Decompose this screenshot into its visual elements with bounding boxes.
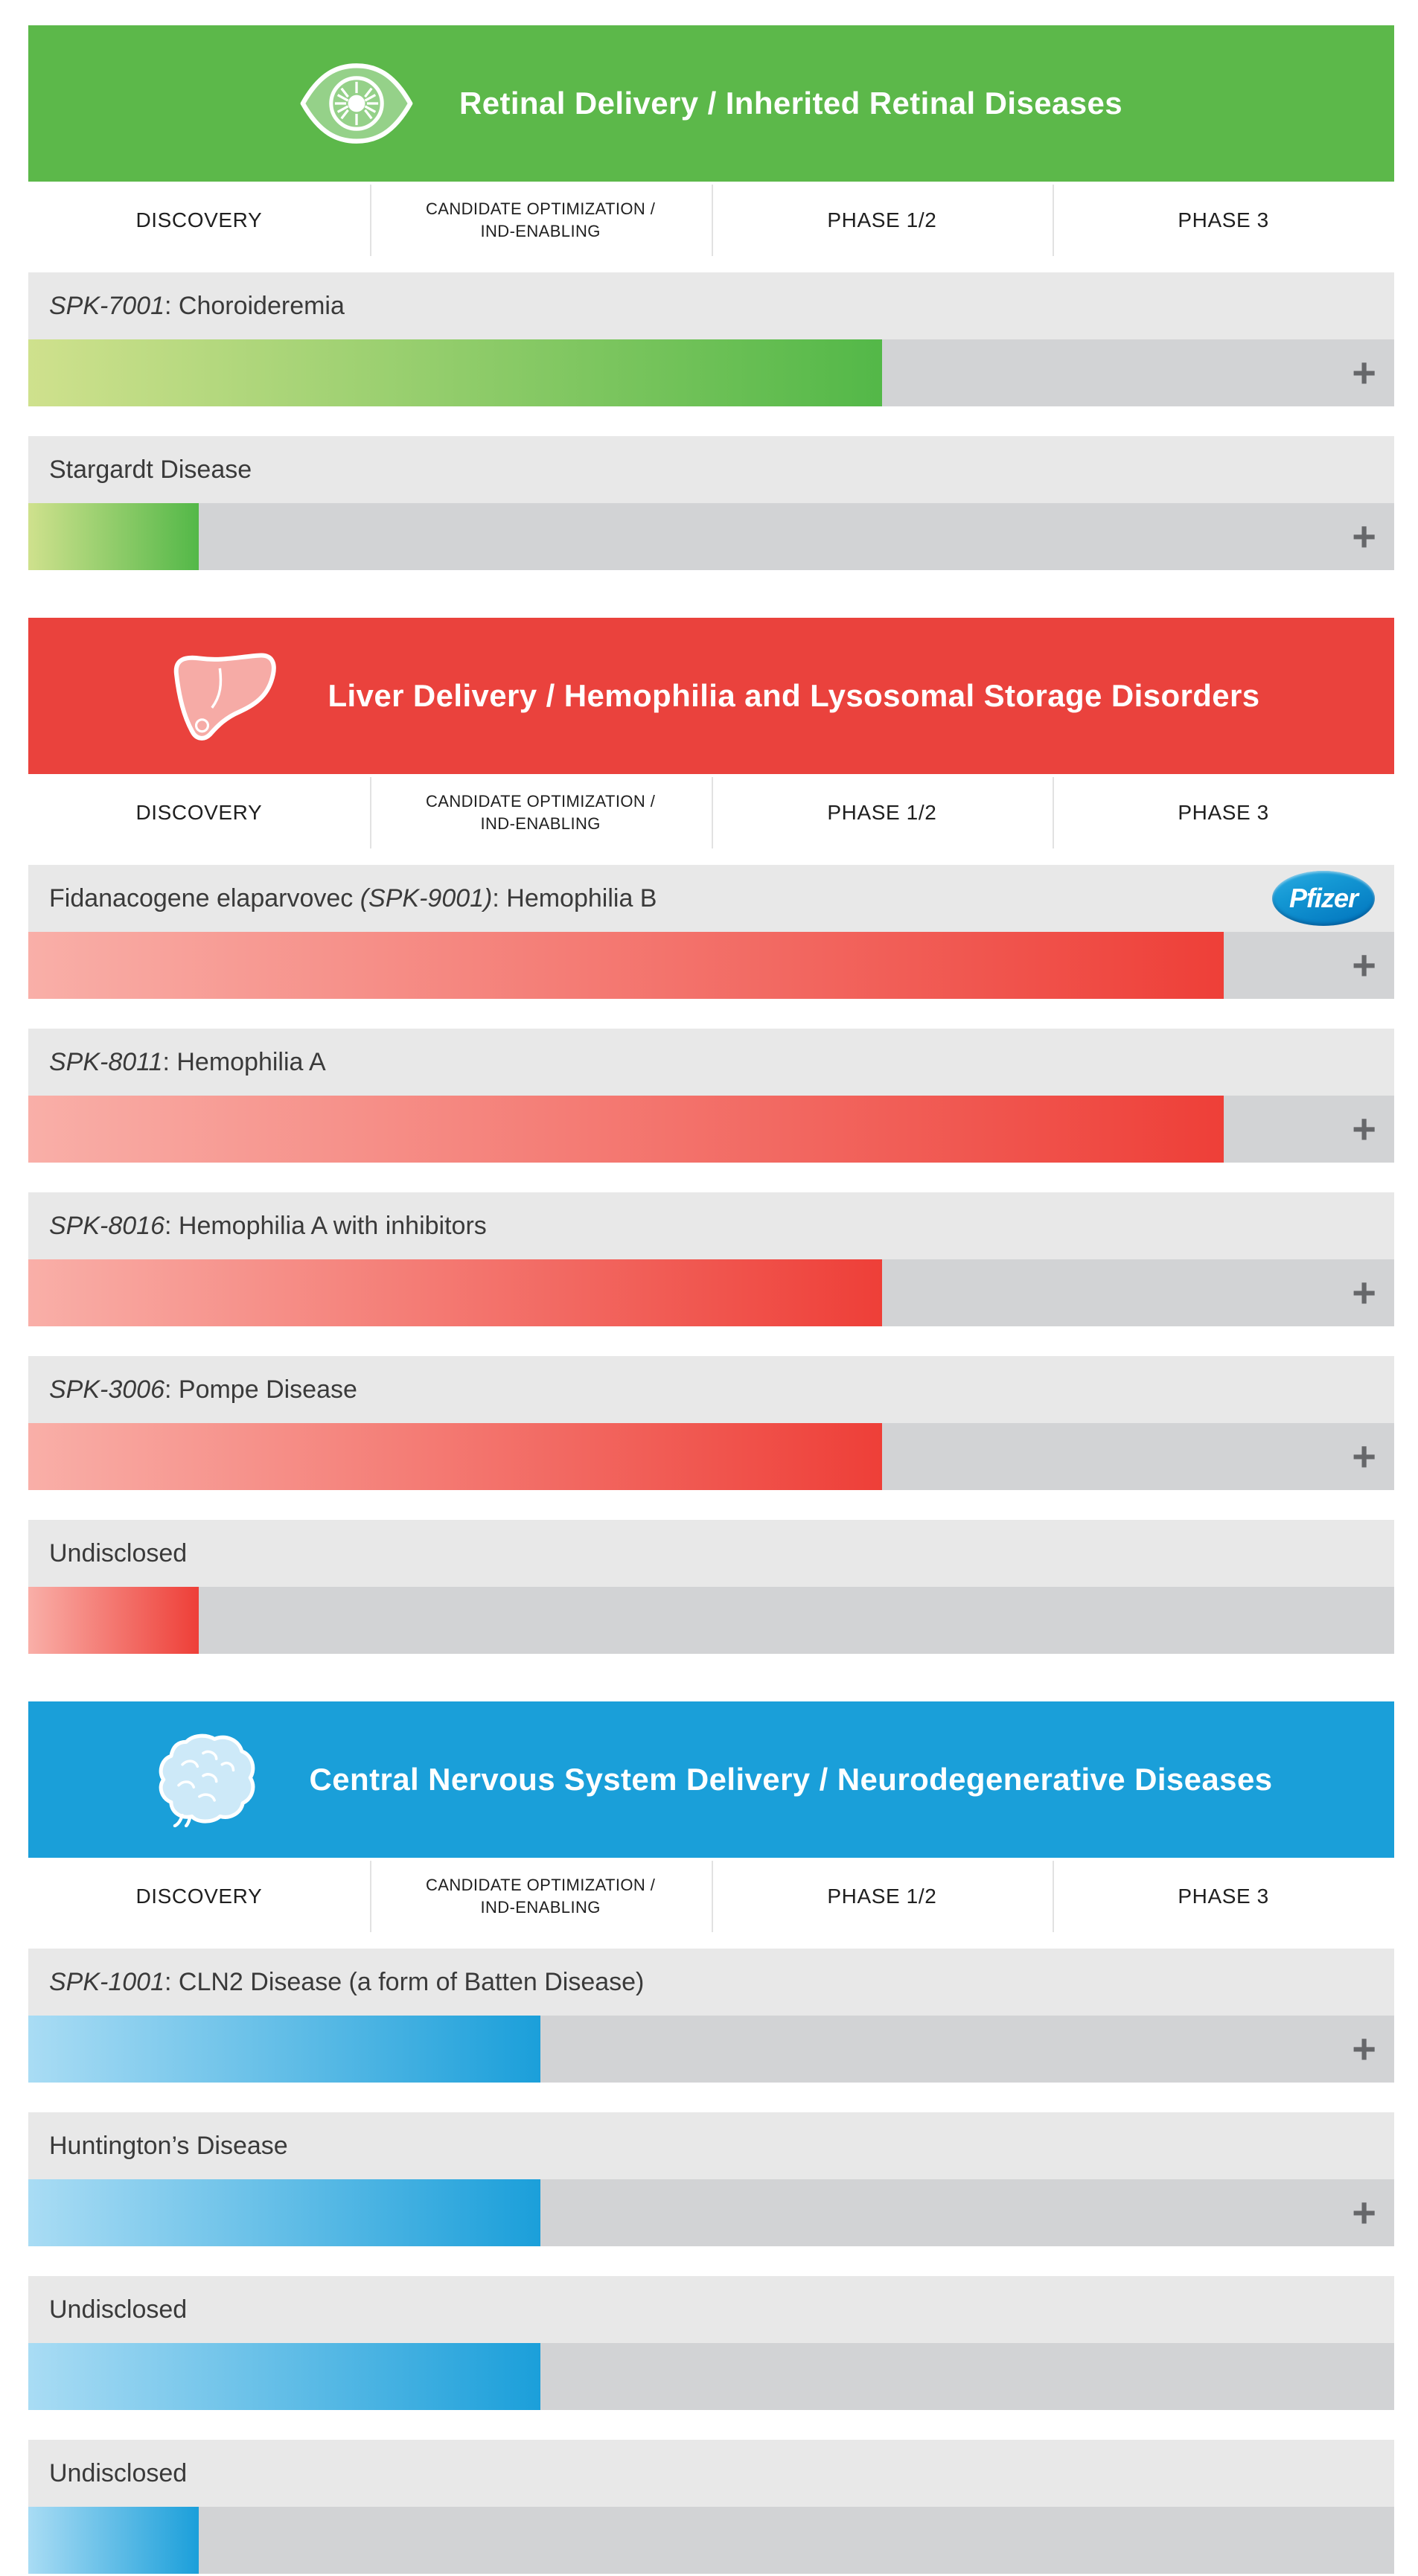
- expand-plus-button[interactable]: +: [1352, 349, 1376, 396]
- progress-track: [28, 1587, 1394, 1654]
- progress-bar: [28, 1587, 199, 1654]
- program-label: SPK-8016: Hemophilia A with inhibitors: [28, 1192, 1394, 1259]
- progress-track: [28, 503, 1394, 570]
- progress-bar: [28, 932, 1224, 999]
- section-title: Retinal Delivery / Inherited Retinal Diseases: [459, 86, 1123, 121]
- progress-bar: [28, 339, 882, 406]
- program-label: Undisclosed: [28, 2440, 1394, 2507]
- program-row: [28, 2440, 1394, 2574]
- column-phase-3: PHASE 3: [1178, 801, 1269, 824]
- expand-plus-button[interactable]: +: [1352, 942, 1376, 988]
- program-label: SPK-7001: Choroideremia: [28, 272, 1394, 339]
- progress-track: [28, 1096, 1394, 1163]
- liver-icon: [162, 651, 281, 741]
- expand-plus-button[interactable]: +: [1352, 1105, 1376, 1152]
- column-discovery: DISCOVERY: [135, 208, 263, 231]
- stage-column-header: [28, 1858, 1394, 1935]
- progress-bar: [28, 2016, 540, 2083]
- program-row: [28, 865, 1394, 999]
- section-header-liver: [28, 618, 1394, 774]
- program-label: Fidanacogene elaparvovec (SPK-9001): Hemophilia B Pfizer: [28, 865, 1394, 932]
- column-divider: [712, 777, 713, 848]
- progress-track: [28, 932, 1394, 999]
- column-discovery: DISCOVERY: [135, 1885, 263, 1908]
- program-row: [28, 1192, 1394, 1326]
- expand-plus-button[interactable]: +: [1352, 2189, 1376, 2236]
- stage-column-header: [28, 182, 1394, 259]
- progress-track: [28, 1423, 1394, 1490]
- column-divider: [370, 1861, 371, 1932]
- program-row: [28, 1520, 1394, 1654]
- expand-plus-button[interactable]: +: [1352, 1433, 1376, 1480]
- column-phase-3: PHASE 3: [1178, 1885, 1269, 1908]
- program-label: Huntington’s Disease: [28, 2112, 1394, 2179]
- eye-icon: [300, 61, 413, 146]
- program-row: [28, 1949, 1394, 2083]
- section-title: Central Nervous System Delivery / Neurodegenerative Diseases: [309, 1762, 1273, 1797]
- progress-bar: [28, 1423, 882, 1490]
- pfizer-logo: Pfizer: [1272, 871, 1375, 926]
- progress-track: [28, 339, 1394, 406]
- program-label: Undisclosed: [28, 2276, 1394, 2343]
- progress-bar: [28, 2507, 199, 2574]
- column-divider: [1053, 1861, 1054, 1932]
- section-header-retinal: [28, 25, 1394, 182]
- program-label: SPK-3006: Pompe Disease: [28, 1356, 1394, 1423]
- program-label: SPK-8011: Hemophilia A: [28, 1029, 1394, 1096]
- column-candidate-optimization: CANDIDATE OPTIMIZATION / IND-ENABLING: [426, 199, 656, 240]
- progress-track: [28, 2179, 1394, 2246]
- column-phase-1-2: PHASE 1/2: [827, 1885, 937, 1908]
- section-title: Liver Delivery / Hemophilia and Lysosomal Storage Disorders: [328, 678, 1260, 713]
- progress-track: [28, 2016, 1394, 2083]
- progress-bar: [28, 2179, 540, 2246]
- program-label: SPK-1001: CLN2 Disease (a form of Batten Disease): [28, 1949, 1394, 2016]
- program-row: [28, 2276, 1394, 2410]
- column-phase-3: PHASE 3: [1178, 208, 1269, 231]
- progress-track: [28, 2343, 1394, 2410]
- progress-track: [28, 2507, 1394, 2574]
- column-divider: [712, 1861, 713, 1932]
- column-divider: [370, 777, 371, 848]
- column-discovery: DISCOVERY: [135, 801, 263, 824]
- progress-track: [28, 1259, 1394, 1326]
- program-row: [28, 1356, 1394, 1490]
- program-label: Stargardt Disease: [28, 436, 1394, 503]
- stage-column-header: [28, 774, 1394, 851]
- program-row: [28, 1029, 1394, 1163]
- program-row: [28, 2112, 1394, 2246]
- column-candidate-optimization: CANDIDATE OPTIMIZATION / IND-ENABLING: [426, 1876, 656, 1917]
- column-divider: [1053, 185, 1054, 256]
- program-row: [28, 436, 1394, 570]
- progress-bar: [28, 2343, 540, 2410]
- column-divider: [1053, 777, 1054, 848]
- program-label: Undisclosed: [28, 1520, 1394, 1587]
- column-phase-1-2: PHASE 1/2: [827, 208, 937, 231]
- column-candidate-optimization: CANDIDATE OPTIMIZATION / IND-ENABLING: [426, 792, 656, 833]
- expand-plus-button[interactable]: +: [1352, 2025, 1376, 2072]
- progress-bar: [28, 503, 199, 570]
- section-retinal: [28, 25, 1394, 570]
- column-divider: [370, 185, 371, 256]
- section-cns: [28, 1701, 1394, 2574]
- progress-bar: [28, 1259, 882, 1326]
- column-phase-1-2: PHASE 1/2: [827, 801, 937, 824]
- brain-icon: [150, 1732, 264, 1827]
- section-header-cns: [28, 1701, 1394, 1858]
- section-liver: [28, 618, 1394, 1654]
- expand-plus-button[interactable]: +: [1352, 1269, 1376, 1316]
- progress-bar: [28, 1096, 1224, 1163]
- column-divider: [712, 185, 713, 256]
- program-row: [28, 272, 1394, 406]
- expand-plus-button[interactable]: +: [1352, 513, 1376, 560]
